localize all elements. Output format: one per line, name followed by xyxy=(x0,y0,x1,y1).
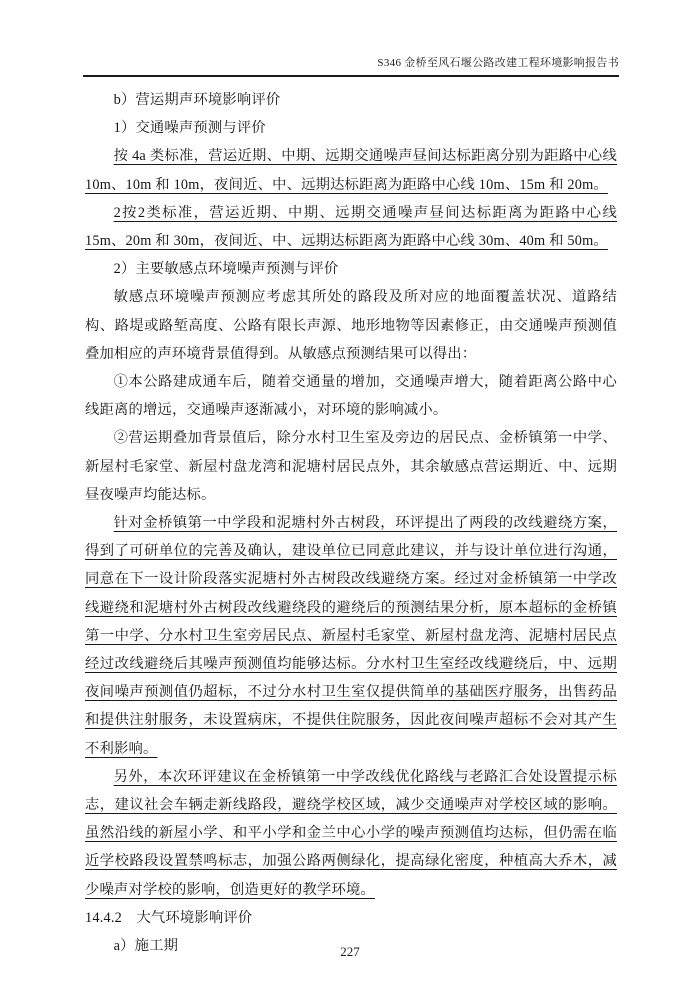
para-additional-school-suggestions: 另外，本次环评建议在金桥镇第一中学改线优化路线与老路汇合处设置提示标志，建议社会车辆走新线路段，避绕学校区域，减少交通噪声对学校区域的影响。虽然沿线的新屋小学、和平小学和金兰中心小学的噪声预测值均达标，但仍需在临近学校路段设置禁鸣标志，加强公路两侧绿化，提高绿化密度，种植高大乔木，减少噪声对学校的影响，创造更好的教学环境。 xyxy=(85,768,617,898)
para-4a-standard-distances: 按 4a 类标准，营运近期、中期、远期交通噪声昼间达标距离分别为距路中心线 10m、10m 和 10m，夜间近、中、远期达标距离为距路中心线 10m、15m 和 20m。 xyxy=(85,148,617,193)
para-conclusion-item-1: ①本公路建成通车后，随着交通量的增加，交通噪声增大，随着距离公路中心线距离的增远，交通噪声逐渐减小，对环境的影响减小。 xyxy=(85,374,617,419)
heading-14-4-2-air-environment: 14.4.2 大气环境影响评价 xyxy=(85,909,253,926)
subheading-1-traffic-noise-prediction: 1）交通噪声预测与评价 xyxy=(113,120,266,137)
para-sensitive-point-prediction-factors: 敏感点环境噪声预测应考虑其所处的路段及所对应的地面覆盖状况、道路结构、路堤或路堑高度、公路有限长声源、地形地物等因素修正，由交通噪声预测值叠加相应的声环境背景值得到。从敏感点预测结果可以得出： xyxy=(85,289,617,362)
para-conclusion-item-2: ②营运期叠加背景值后，除分水村卫生室及旁边的居民点、金桥镇第一中学、新屋村毛家堂、新屋村盘龙湾和泥塘村居民点外，其余敏感点营运期近、中、远期昼夜噪声均能达标。 xyxy=(85,430,617,503)
document-body xyxy=(85,86,617,960)
page-header xyxy=(83,56,619,85)
para-class2-standard-distances: 2按2类标准，营运近期、中期、远期交通噪声昼间达标距离为距路中心线 15m、20m 和 30m，夜间近、中、远期达标距离为距路中心线 30m、40m 和 50m。 xyxy=(85,204,617,250)
page-footer xyxy=(0,944,700,960)
header-rule xyxy=(83,75,619,77)
subheading-a-construction-period: a）施工期 xyxy=(113,938,179,955)
para-reroute-avoidance-plan: 针对金桥镇第一中学段和泥塘村外古树段，环评提出了两段的改线避绕方案，得到了可研单位的完善及确认，建设单位已同意此建议，并与设计单位进行沟通，同意在下一设计阶段落实泥塘村外古树段改线避绕方案。经过对金桥镇第一中学改线避绕和泥塘村外古树段改线避绕段的避绕后的预测结果分析，原本超标的金桥镇第一中学、分水村卫生室旁居民点、新屋村毛家堂、新屋村盘龙湾、泥塘村居民点经过改线避绕后其噪声预测值均能够达标。分水村卫生室经改线避绕后，中、远期夜间噪声预测值仍超标，不过分水村卫生室仅提供简单的基础医疗服务，出售药品和提供注射服务，未设置病床，不提供住院服务，因此夜间噪声超标不会对其产生不利影响。 xyxy=(85,515,617,757)
subheading-b-operation-noise: b）营运期声环境影响评价 xyxy=(113,92,281,108)
report-header-title: S346 金桥至风石堰公路改建工程环境影响报告书 xyxy=(377,57,619,69)
page-number: 227 xyxy=(340,944,360,959)
subheading-2-sensitive-points: 2）主要敏感点环境噪声预测与评价 xyxy=(113,261,339,278)
